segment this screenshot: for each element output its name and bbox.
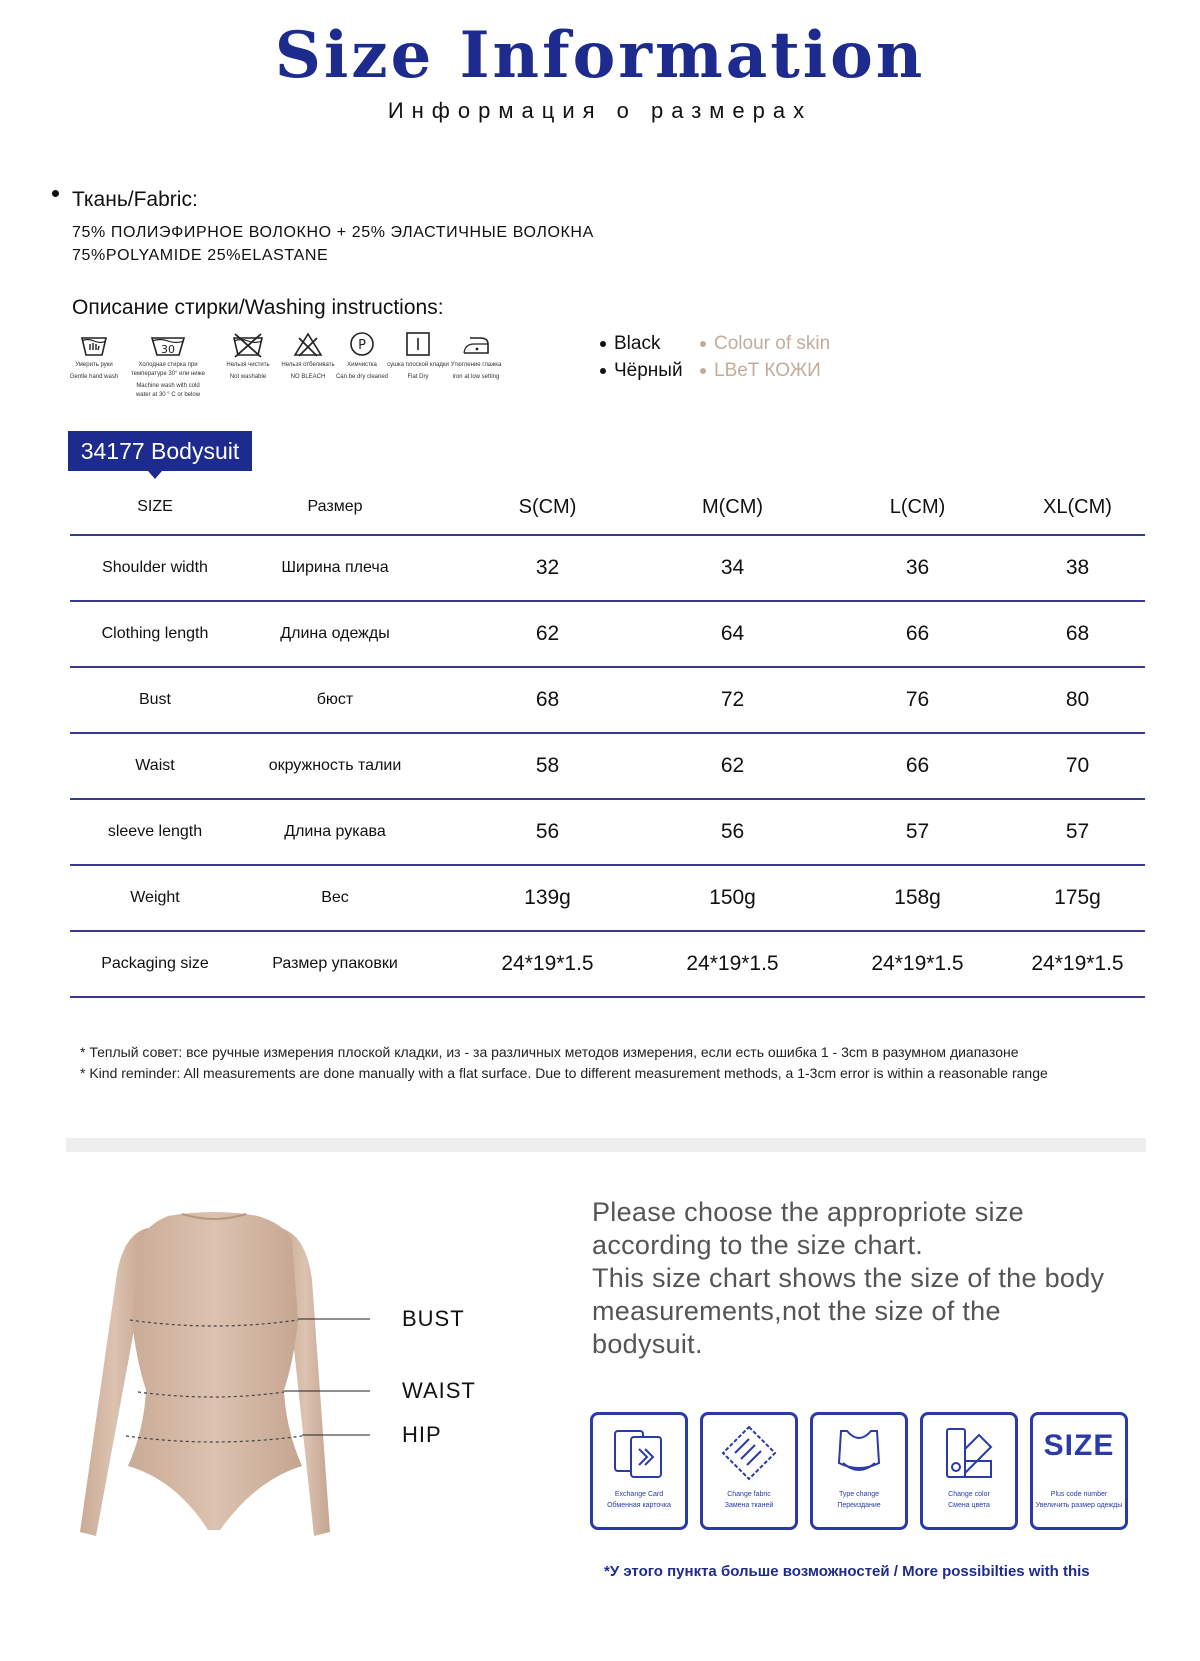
wash-caption-ru: Холодная стирка при температуре 30° или ниже (131, 362, 205, 377)
row-label-ru: Размер упаковки (272, 955, 398, 972)
table-cell: 24*19*1.5 (686, 952, 779, 975)
page-title: Size Information (274, 18, 926, 93)
color-option-black (600, 333, 660, 355)
wash-caption-ru: Нельзя отбеливать (281, 362, 335, 368)
bullet-icon (600, 341, 606, 347)
product-tag: 34177 Bodysuit (68, 431, 252, 471)
section-divider (66, 1138, 1146, 1152)
card-fabric[interactable] (700, 1412, 798, 1530)
color-label: Чёрный (614, 360, 683, 381)
wash-item (440, 330, 512, 382)
row-label-en: Bust (138, 691, 171, 708)
wash-caption-ru: сушка плоской кладки (387, 362, 449, 368)
advice-line: measurements,not the size of the (592, 1296, 1001, 1326)
advice-line: according to the size chart. (592, 1230, 924, 1260)
row-label-en: Packaging size (101, 955, 209, 972)
row-label-en: Clothing length (101, 625, 209, 642)
card-caption-en: Type change (838, 1491, 880, 1498)
card-caption-en: Change fabric (727, 1491, 771, 1498)
table-row (70, 932, 1145, 998)
card-caption-en: Plus code number (1050, 1491, 1108, 1498)
card-caption (593, 1489, 685, 1511)
wash-caption-ru: Утюгление глажка (450, 362, 502, 368)
table-cell: 34 (720, 556, 745, 579)
card-caption (1033, 1489, 1125, 1511)
table-row (70, 800, 1145, 866)
table-row (70, 536, 1145, 602)
color-option-skin-ru (700, 360, 821, 382)
row-label-en: Shoulder width (102, 559, 208, 576)
fabric-title: Ткань/Fabric: (72, 188, 198, 211)
card-color[interactable] (920, 1412, 1018, 1530)
bust-label: BUST (402, 1306, 465, 1331)
row-label-ru: Длина рукава (284, 823, 386, 840)
row-label-en: Waist (135, 757, 175, 774)
type-change-icon (829, 1423, 889, 1485)
card-caption (703, 1489, 795, 1511)
card-exchange[interactable] (590, 1412, 688, 1530)
wash-item (58, 330, 130, 382)
washing-title: Описание стирки/Washing instructions: (72, 296, 444, 319)
column-header: Размер (307, 498, 363, 515)
table-cell: 57 (1065, 820, 1090, 843)
card-type[interactable] (810, 1412, 908, 1530)
fabric-composition-en: 75%POLYAMIDE 25%ELASTANE (72, 247, 329, 264)
no-bleach-icon (293, 330, 323, 358)
waist-label: WAIST (402, 1378, 476, 1403)
table-cell: 24*19*1.5 (1031, 952, 1124, 975)
column-header: L(CM) (889, 495, 946, 518)
table-cell: 58 (535, 754, 560, 777)
exchange-card-icon (609, 1423, 669, 1485)
hip-label: HIP (402, 1422, 442, 1447)
table-cell: 158g (894, 886, 941, 909)
table-cell: 36 (905, 556, 930, 579)
row-label-ru: Ширина плеча (281, 559, 389, 576)
tag-pointer-icon (148, 471, 162, 479)
table-cell: 38 (1065, 556, 1090, 579)
table-cell: 32 (535, 556, 560, 579)
table-cell: 66 (905, 754, 930, 777)
table-cell: 64 (720, 622, 745, 645)
row-label-ru: окружность талии (268, 757, 402, 774)
card-caption-ru: Переиздание (837, 1502, 881, 1509)
size-advice (592, 1196, 1152, 1361)
iron-low-icon (460, 330, 492, 358)
bullet-icon (600, 368, 606, 374)
row-label-en: Weight (130, 889, 180, 906)
wash-caption-en: Not washable (229, 374, 267, 380)
wash-caption-en: Gentle hand wash (69, 374, 119, 380)
wash-caption-ru: Нельзя чистить (226, 362, 270, 368)
table-row (70, 866, 1145, 932)
table-cell: 70 (1065, 754, 1090, 777)
bodysuit-torso (128, 1212, 302, 1530)
table-cell: 72 (720, 688, 745, 711)
size-icon: SIZE (1043, 1429, 1115, 1462)
color-option-black-ru (600, 360, 683, 382)
color-label: Colour of skin (714, 333, 831, 354)
wash-temp-label: 30 (161, 343, 175, 356)
bullet-icon (52, 190, 59, 197)
wash-caption-en: iron at low setting (452, 374, 500, 380)
color-option-skin (700, 333, 830, 355)
table-cell: 62 (535, 622, 560, 645)
table-cell: 24*19*1.5 (871, 952, 964, 975)
table-cell: 175g (1054, 886, 1101, 909)
card-caption-ru: Замена тканей (724, 1502, 774, 1509)
table-row (70, 668, 1145, 734)
change-fabric-icon (719, 1423, 779, 1485)
table-cell: 150g (709, 886, 756, 909)
dry-clean-label: P (358, 338, 366, 353)
wash-caption-ru: Умерить руки (75, 362, 113, 368)
column-header: S(CM) (518, 495, 577, 518)
wash-caption-en: Flat Dry (407, 374, 429, 380)
size-table (70, 480, 1145, 998)
table-cell: 24*19*1.5 (501, 952, 594, 975)
hand-wash-icon (79, 330, 109, 358)
column-header: SIZE (137, 498, 173, 515)
wash-caption-en: Can be dry cleaned (335, 374, 389, 380)
table-row (70, 734, 1145, 800)
bodysuit-figure (70, 1210, 370, 1540)
card-caption-en: Exchange Card (614, 1491, 664, 1498)
dry-clean-icon (348, 330, 376, 358)
wash-item (130, 330, 206, 400)
table-cell: 80 (1065, 688, 1090, 711)
table-row (70, 602, 1145, 668)
card-caption-ru: Смена цвета (948, 1502, 990, 1509)
no-wash-icon (231, 330, 265, 358)
wash-caption-en: NO BLEACH (290, 374, 326, 380)
table-cell: 57 (905, 820, 930, 843)
advice-line: Please choose the appropriote size (592, 1197, 1024, 1227)
card-size[interactable] (1030, 1412, 1128, 1530)
table-cell: 56 (720, 820, 745, 843)
table-cell: 76 (905, 688, 930, 711)
table-header-row (70, 480, 1145, 536)
fabric-composition-ru: 75% ПОЛИЭФИРНОЕ ВОЛОКНО + 25% ЭЛАСТИЧНЫЕ ВОЛОКНА (72, 224, 594, 241)
change-color-icon (939, 1423, 999, 1485)
advice-line: bodysuit. (592, 1329, 703, 1359)
measurement-note-ru: * Теплый совет: все ручные измерения плоской кладки, из - за различных методов измерения, если есть ошибка 1 - 3cm в разумном диапазоне (80, 1044, 1019, 1060)
bullet-icon (700, 368, 706, 374)
table-cell: 68 (535, 688, 560, 711)
page-subtitle: Информация о размерах (387, 98, 813, 123)
table-cell: 68 (1065, 622, 1090, 645)
table-cell: 139g (524, 886, 571, 909)
color-label: LBeT КОЖИ (714, 360, 821, 381)
card-caption (923, 1489, 1015, 1511)
row-label-ru: бюст (316, 691, 354, 708)
card-caption-en: Change color (948, 1491, 990, 1498)
table-cell: 56 (535, 820, 560, 843)
card-caption (813, 1489, 905, 1511)
bullet-icon (700, 341, 706, 347)
wash-caption-en: Machine wash with cold water at 30 ° C or below (135, 383, 201, 398)
column-header: M(CM) (701, 495, 764, 518)
row-label-ru: Длина одежды (280, 625, 390, 642)
card-caption-ru: Увеличить размер одежды (1035, 1502, 1123, 1509)
row-label-en: sleeve length (107, 823, 203, 840)
wash-30-icon (149, 330, 187, 358)
flat-dry-icon (404, 330, 432, 358)
table-cell: 66 (905, 622, 930, 645)
measurement-note-en: * Kind reminder: All measurements are done manually with a flat surface. Due to different measurement methods, a 1-3cm error is within a reasonable range (80, 1065, 1048, 1081)
row-label-ru: Вес (321, 889, 349, 906)
advice-line: This size chart shows the size of the body (592, 1263, 1105, 1293)
table-cell: 62 (720, 754, 745, 777)
color-label: Black (614, 333, 661, 354)
wash-caption-ru: Химчистка (347, 362, 377, 368)
column-header: XL(CM) (1043, 495, 1112, 518)
card-caption-ru: Обменная карточка (607, 1502, 671, 1509)
more-possibilities-note: *У этого пункта больше возможностей / More possibilties with this (604, 1563, 1090, 1580)
